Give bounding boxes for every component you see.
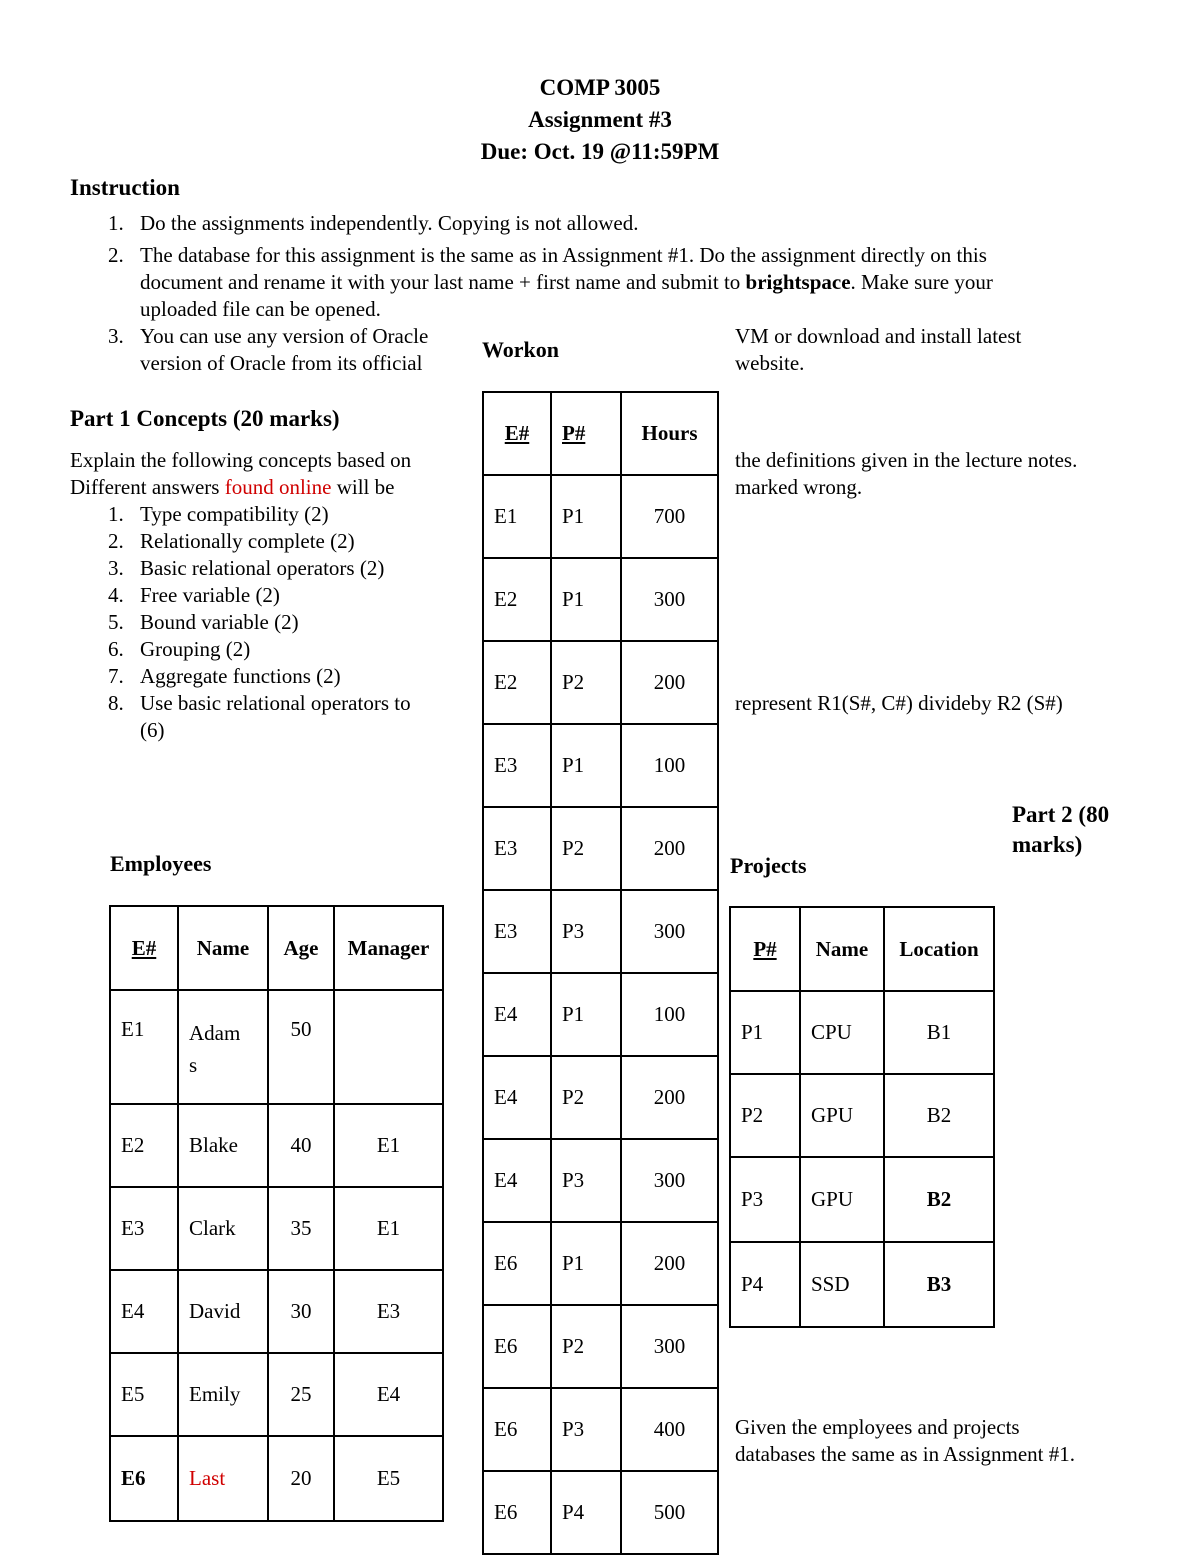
due-date: Due: Oct. 19 @11:59PM	[480, 139, 720, 164]
column-header: P#	[551, 392, 621, 475]
employees-table	[109, 905, 444, 1522]
list-number: 1.	[108, 211, 124, 235]
table-header-row	[110, 906, 443, 990]
table-cell: P3	[551, 1139, 621, 1222]
table-header-row	[730, 907, 994, 991]
table-cell: P1	[551, 1222, 621, 1305]
table-cell: P2	[551, 1056, 621, 1139]
table-cell: P1	[551, 973, 621, 1056]
table-cell: E3	[483, 807, 551, 890]
concept-item-8-right: represent R1(S#, C#) divideby R2 (S#)	[735, 691, 1063, 715]
table-row	[483, 1388, 718, 1471]
brightspace-link: brightspace	[745, 270, 851, 294]
table-row	[483, 1139, 718, 1222]
table-cell: 200	[621, 641, 718, 724]
table-row	[483, 807, 718, 890]
table-cell: P1	[551, 475, 621, 558]
table-cell: 700	[621, 475, 718, 558]
table-header-row	[483, 392, 718, 475]
table-cell: E2	[483, 558, 551, 641]
assignment-title: Assignment #3	[528, 107, 672, 132]
table-cell: E6	[483, 1222, 551, 1305]
list-text-line2: version of Oracle from its official	[140, 351, 423, 375]
list-number: 2.	[108, 243, 124, 267]
column-header: Hours	[621, 392, 718, 475]
table-cell: P4	[551, 1471, 621, 1554]
table-cell: E6	[483, 1305, 551, 1388]
table-row: P4 SSD B3	[730, 1242, 994, 1327]
workon-label: Workon	[482, 337, 560, 362]
list-number: 3.	[108, 324, 124, 348]
projects-table	[729, 906, 995, 1328]
table-cell: 300	[621, 1305, 718, 1388]
column-header: Manager	[334, 906, 443, 990]
table-row	[483, 724, 718, 807]
table-cell: E4	[483, 1056, 551, 1139]
table-row	[483, 890, 718, 973]
instruction-item-3-right-line2: website.	[735, 351, 805, 375]
table-row	[483, 1222, 718, 1305]
table-cell: P2	[551, 807, 621, 890]
column-header: E#	[110, 906, 178, 990]
table-row: E6 Last 20 E5	[110, 1436, 443, 1521]
part2-heading: Part 2 (80 marks)	[1012, 802, 1110, 857]
table-cell: 300	[621, 890, 718, 973]
name-last-red: Last	[178, 1436, 268, 1521]
table-row: E1 Adam s 50	[110, 990, 443, 1104]
table-row: E3 Clark 35 E1	[110, 1187, 443, 1270]
table-cell: E6	[483, 1388, 551, 1471]
table-cell: P1	[551, 724, 621, 807]
table-row: E2 Blake 40 E1	[110, 1104, 443, 1187]
column-header: E#	[483, 392, 551, 475]
table-cell: 200	[621, 807, 718, 890]
table-cell: 300	[621, 558, 718, 641]
table-row: E5 Emily 25 E4	[110, 1353, 443, 1436]
table-cell: E1	[483, 475, 551, 558]
part1-intro-line1: Explain the following concepts based on	[70, 448, 412, 472]
table-row	[483, 475, 718, 558]
column-header: P#	[730, 907, 800, 991]
table-cell: E2	[483, 641, 551, 724]
table-cell: 200	[621, 1222, 718, 1305]
table-row	[483, 558, 718, 641]
list-text-line1: The database for this assignment is the same as in Assignment #1. Do the assignment directly on this	[140, 243, 987, 267]
table-cell: E4	[483, 1139, 551, 1222]
part1-heading: Part 1 Concepts (20 marks)	[70, 406, 340, 431]
column-header: Location	[884, 907, 994, 991]
column-header: Age	[268, 906, 334, 990]
table-cell: P2	[551, 641, 621, 724]
table-cell: 500	[621, 1471, 718, 1554]
part1-intro-right-line1: the definitions given in the lecture notes.	[735, 448, 1078, 472]
table-cell: 300	[621, 1139, 718, 1222]
table-cell: 400	[621, 1388, 718, 1471]
course-title: COMP 3005	[539, 75, 661, 100]
table-cell: 100	[621, 724, 718, 807]
list-text: Do the assignments independently. Copying is not allowed.	[140, 211, 639, 235]
workon-table	[482, 391, 719, 1555]
instruction-heading: Instruction	[70, 175, 180, 200]
column-header: Name	[178, 906, 268, 990]
part1-intro-right-line2: marked wrong.	[735, 475, 863, 499]
employees-label: Employees	[110, 851, 212, 876]
table-row: P3 GPU B2	[730, 1157, 994, 1242]
list-text-line1: You can use any version of Oracle	[140, 324, 429, 348]
found-online-text: found online	[224, 475, 332, 499]
given-line2: databases the same as in Assignment #1.	[735, 1442, 1076, 1466]
list-text-line3: uploaded file can be opened.	[140, 297, 381, 321]
table-row	[483, 641, 718, 724]
table-cell: E3	[483, 890, 551, 973]
table-cell: P3	[551, 890, 621, 973]
table-row	[483, 1056, 718, 1139]
table-row: P1 CPU B1	[730, 991, 994, 1074]
table-row	[483, 1471, 718, 1554]
list-text-line2: document and rename it with your last name + first name and submit to brightspace. Make sure your	[140, 270, 993, 294]
given-line1: Given the employees and projects	[735, 1415, 1020, 1439]
table-cell: P3	[551, 1388, 621, 1471]
table-cell: P1	[551, 558, 621, 641]
table-cell: 200	[621, 1056, 718, 1139]
table-row	[483, 1305, 718, 1388]
part1-intro-line2: Different answers found online will be	[70, 475, 395, 499]
table-row: P2 GPU B2	[730, 1074, 994, 1157]
table-cell: E6	[483, 1471, 551, 1554]
table-cell: E4	[483, 973, 551, 1056]
projects-label: Projects	[730, 853, 807, 878]
instruction-item-3-right-line1: VM or download and install latest	[735, 324, 1022, 348]
table-cell: 100	[621, 973, 718, 1056]
table-cell: E3	[483, 724, 551, 807]
table-row	[483, 973, 718, 1056]
column-header: Name	[800, 907, 884, 991]
table-cell: P2	[551, 1305, 621, 1388]
table-row: E4 David 30 E3	[110, 1270, 443, 1353]
